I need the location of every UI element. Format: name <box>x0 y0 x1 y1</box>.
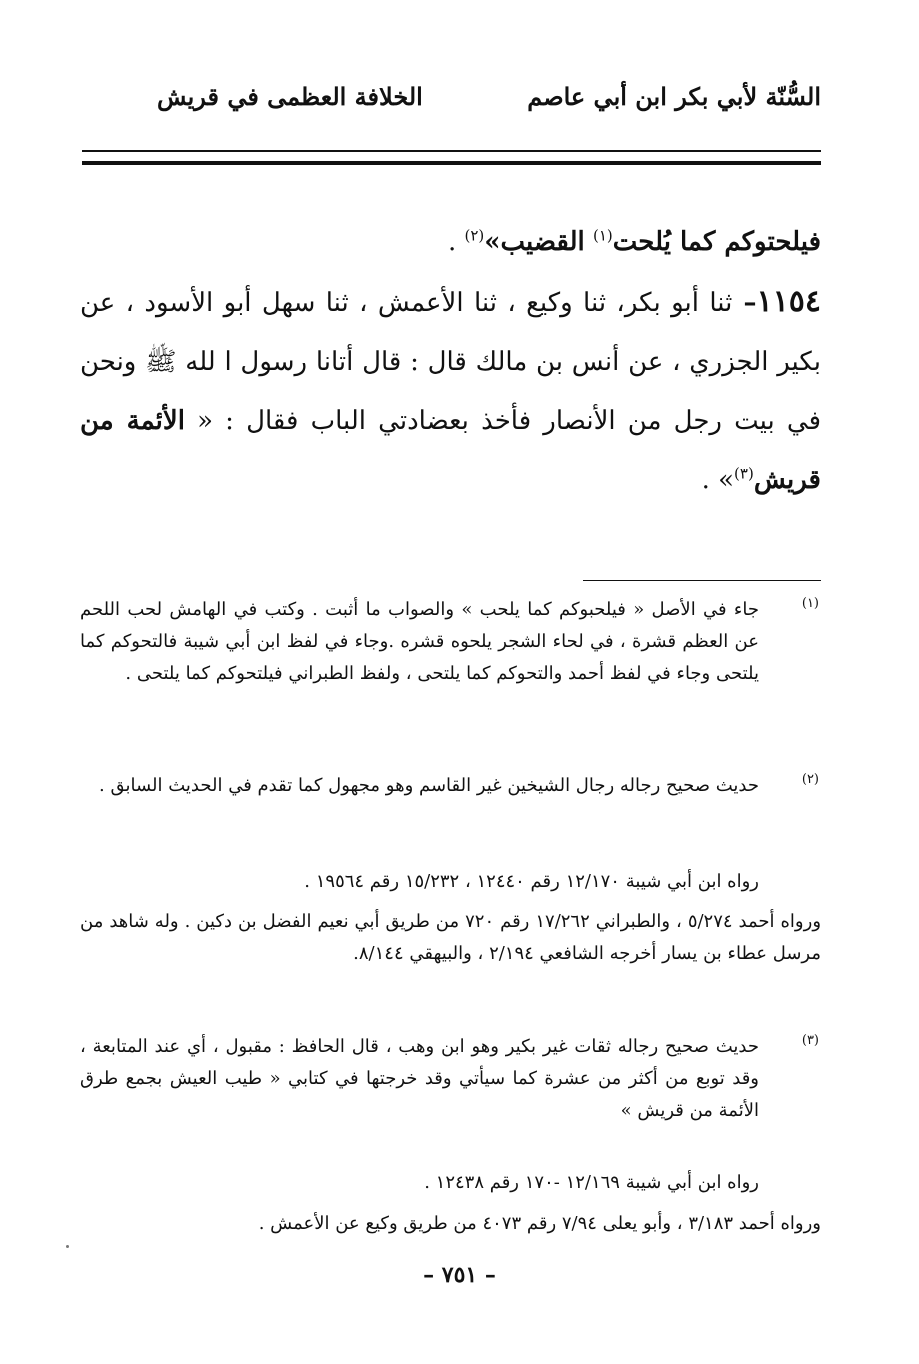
hadith-body: ثنا أبو بكر، ثنا وكيع ، ثنا الأعمش ، ثنا سهل أبو الأسود ، عن بكير الجزري ، عن أنس بن مالك قال : قال أتانا رسول ا لله ﷺ ونحن في بيت رجل من الأنصار فأخذ بعضادتي الباب فقال : « <box>80 288 822 436</box>
scan-speck <box>66 1245 69 1248</box>
footnote-3-line-3: ورواه أحمد ٣/١٨٣ ، وأبو يعلى ٧/٩٤ رقم ٤٠٧٣ من طريق وكيع عن الأعمش . <box>258 1213 821 1234</box>
footnote-2-line-3: ورواه أحمد ٥/٢٧٤ ، والطبراني ١٧/٢٦٢ رقم ٧٢٠ من طريق أبي نعيم الفضل بن دكين . وله شاهد من مرسل عطاء بن يسار أخرجه الشافعي ٢/١٩٤ ، والبيهقي ٨/١٤٤. <box>80 911 822 964</box>
hadith-end: » . <box>701 465 735 495</box>
running-header-chapter-title: الخلافة العظمى في قريش <box>157 82 423 111</box>
footnote-1-mark: (١) <box>801 596 819 611</box>
header-rule-thick <box>82 161 821 165</box>
footnote-3: حديث صحيح رجاله ثقات غير بكير وهو ابن وهب ، قال الحافظ : مقبول ، أي عند المتابعة ، وقد توبع من أكثر من عشرة كما سيأتي وقد خرجتها في كتابي « طيب العيش بجمع طرق الأئمة من قريش » <box>80 1036 759 1121</box>
continuation-word: القضيب» <box>484 227 585 257</box>
footnote-separator <box>583 580 821 581</box>
page-number: – ٧٥١ – <box>423 1262 496 1288</box>
footnote-2-mark: (٢) <box>801 772 819 787</box>
footnote-2: حديث صحيح رجاله رجال الشيخين غير القاسم وهو مجهول كما تقدم في الحديث السابق . <box>99 775 759 796</box>
hadith-bold-text: الأئمة من قريش <box>80 406 821 495</box>
hadith-dash: – <box>732 288 757 318</box>
footnote-1: جاء في الأصل « فيلحبوكم كما يلحب » والصواب ما أثبت . وكتب في الهامش لحب اللحم عن العظم قشرة ، في لحاء الشجر يلحوه قشره .وجاء في لفظ ابن أبي شيبة فالتحوكم كما يلتحى وجاء في لفظ أحمد والتحوكم كما يلتحى ، ولفظ الطبراني فيلتحوكم كما يلتحى . <box>80 599 759 684</box>
hadith-number: ١١٥٤ <box>756 284 821 319</box>
main-text <box>80 213 821 510</box>
running-header-book-title: السُّنّة لأبي بكر ابن أبي عاصم <box>527 82 821 111</box>
footnote-ref-1: (١) <box>593 226 613 245</box>
footnote-3-mark: (٣) <box>801 1033 819 1048</box>
hadith-paragraph <box>80 272 821 510</box>
continuation-line <box>80 213 821 272</box>
continuation-end: . <box>447 227 465 257</box>
footnote-ref-3: (٣) <box>734 464 754 483</box>
footnote-ref-2: (٢) <box>464 226 485 245</box>
footnote-2-line-2: رواه ابن أبي شيبة ١٢/١٧٠ رقم ١٢٤٤٠ ، ١٥/٢٣٢ رقم ١٩٥٦٤ . <box>304 871 759 892</box>
continuation-text: فيلحتوكم كما يُلحت <box>612 227 821 257</box>
header-rule-thin <box>82 150 821 152</box>
footnote-3-line-2: رواه ابن أبي شيبة ١٢/١٦٩ -١٧٠ رقم ١٢٤٣٨ . <box>424 1172 759 1193</box>
